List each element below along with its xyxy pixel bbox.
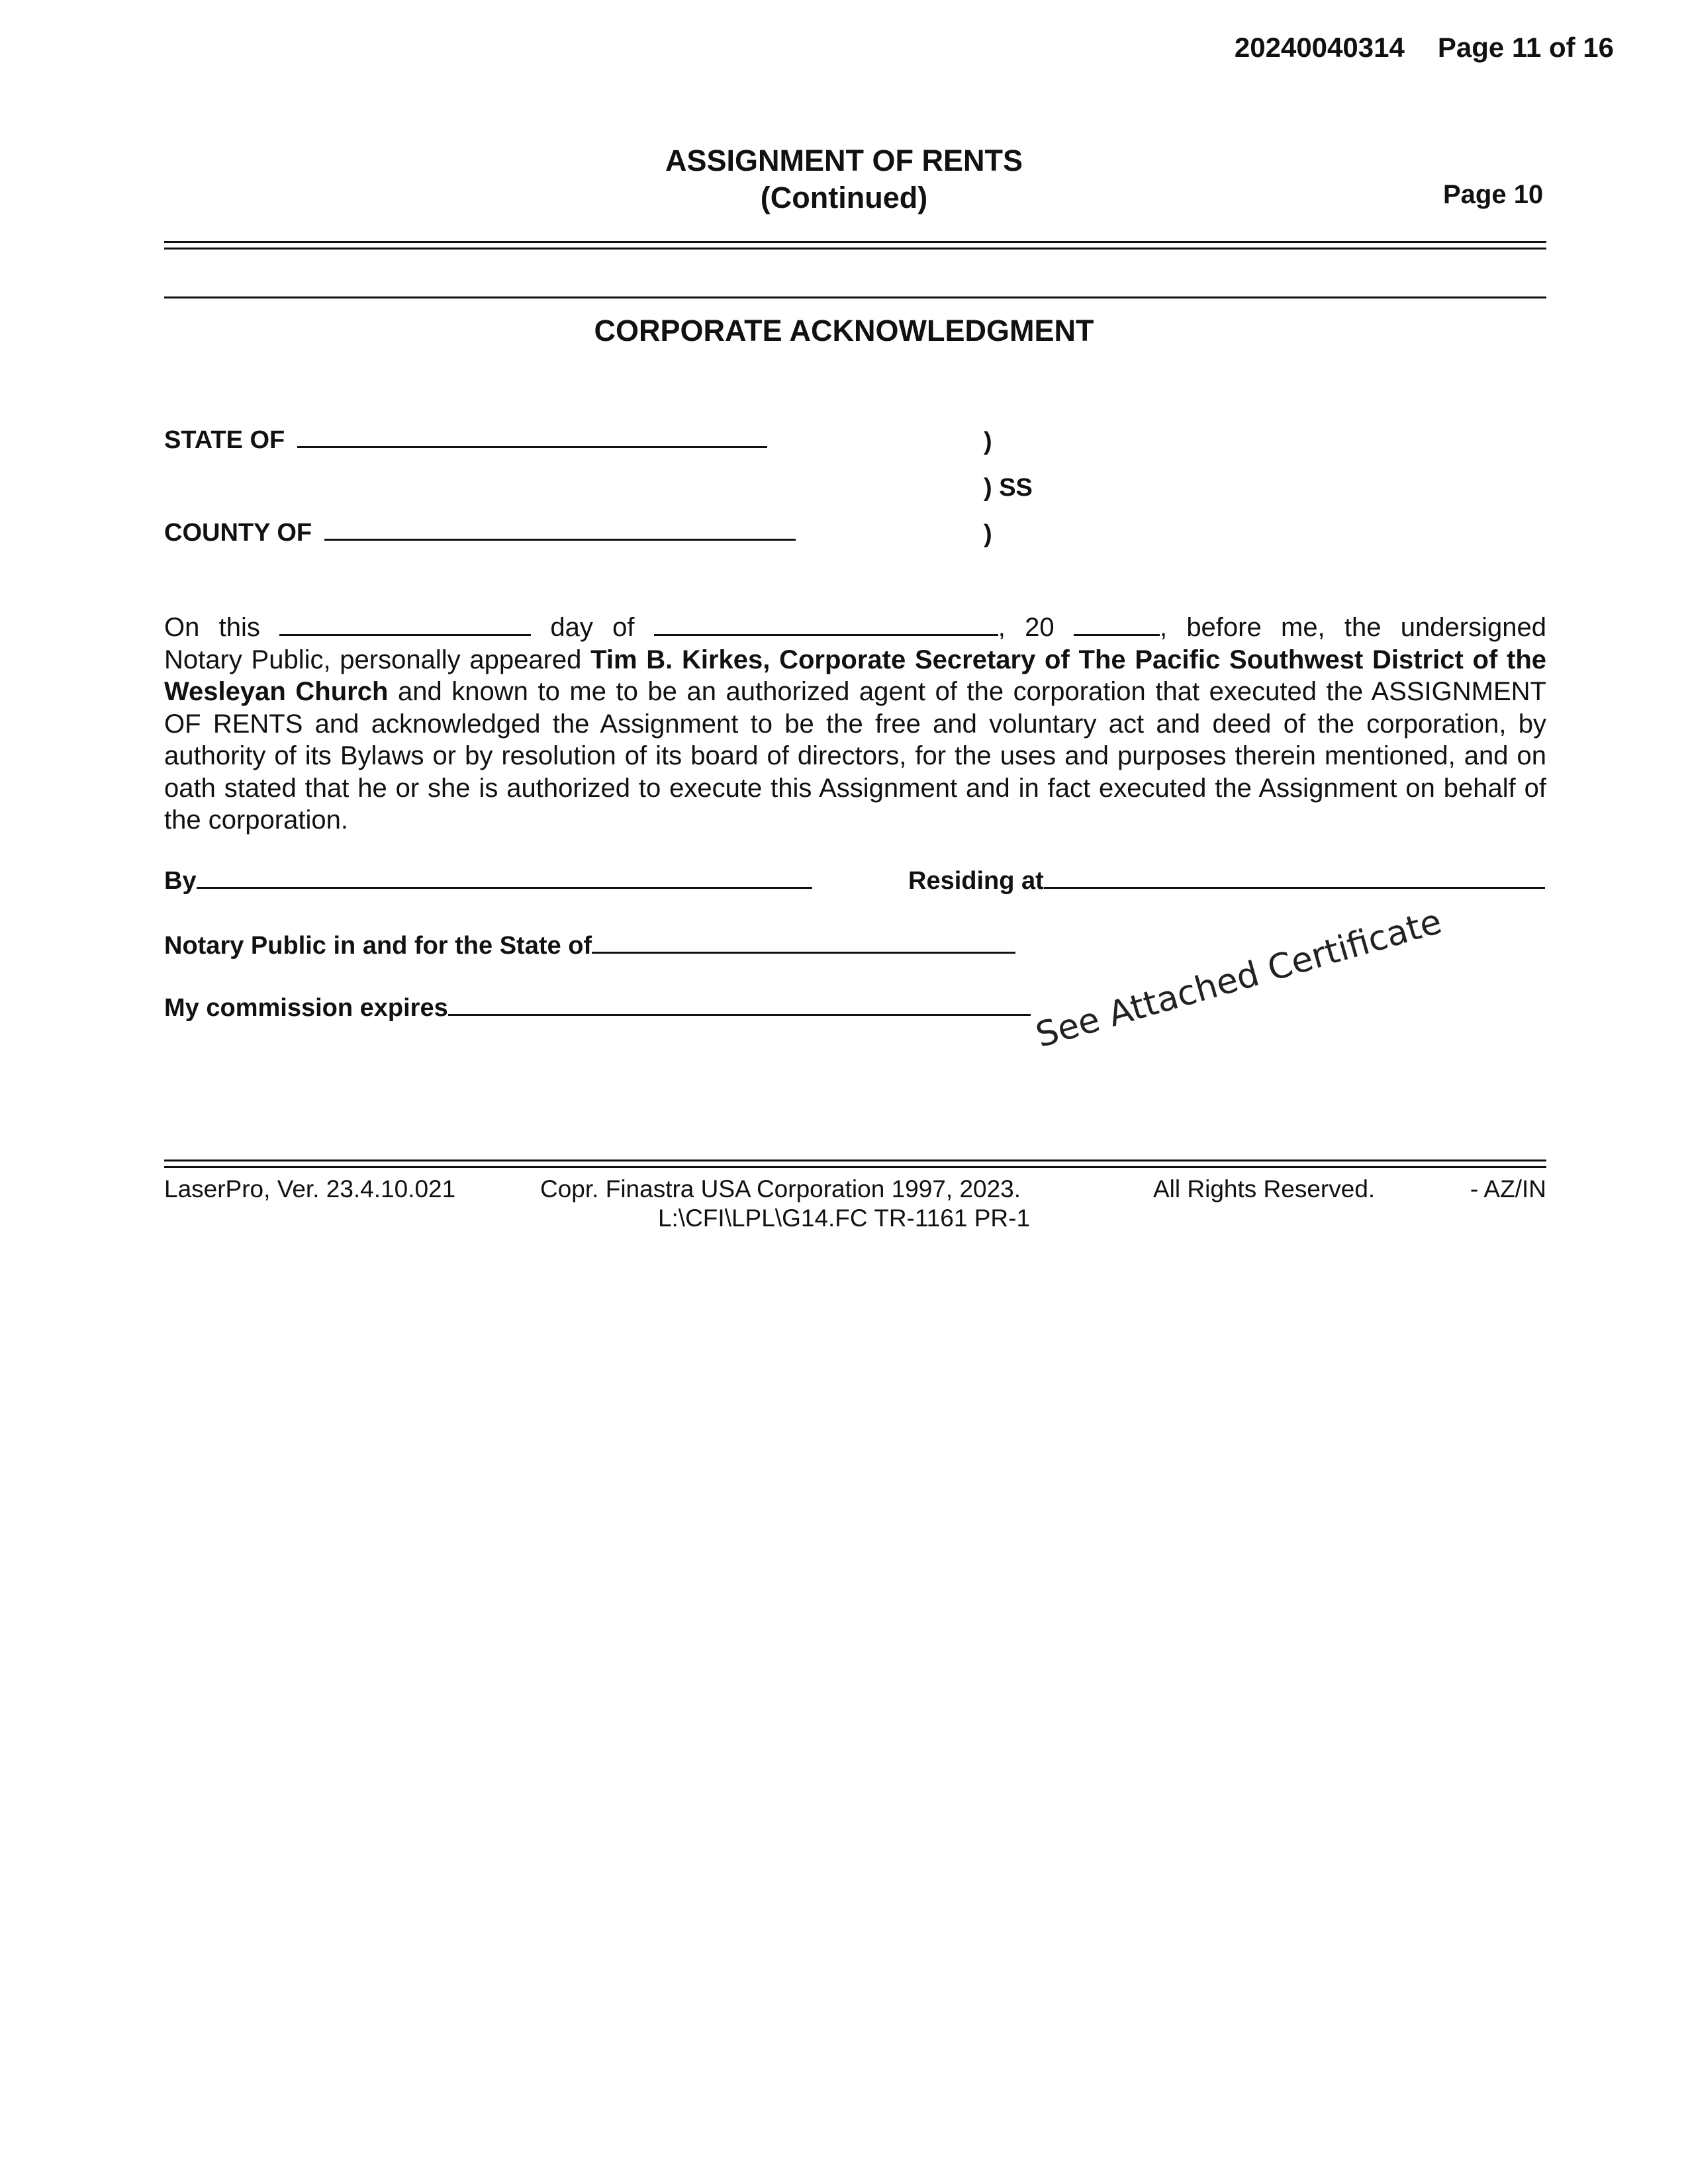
day-blank[interactable] [279, 614, 531, 636]
state-field [164, 426, 767, 455]
state-label: STATE OF [164, 426, 285, 454]
paren-1: ) [984, 428, 992, 455]
footer-rights: All Rights Reserved. [1153, 1175, 1376, 1203]
attached-certificate-stamp: See Attached Certificate [1031, 901, 1446, 1056]
by-field [164, 867, 812, 895]
residing-field [908, 867, 1545, 895]
footer-software: LaserPro, Ver. 23.4.10.021 [164, 1175, 456, 1203]
notary-state-label: Notary Public in and for the State of [164, 932, 592, 960]
header-rule-bottom [164, 248, 1546, 250]
before-me-text: , before me, the undersigned [1159, 613, 1546, 642]
paragraph-rest: and known to me to be an authorized agent of the corporation that executed the ASSIGNMENT OF RENTS and acknowledged the Assignment to be the free and voluntary act and deed of the corporation, by authority of its Bylaws or by resolution of its board of directors, for the uses and purposes therein mentioned, and on oath stated that he or she is authorized to execute this Assignment and in fact executed the Assignment on behalf of the corporation. [164, 677, 1546, 835]
year-blank[interactable] [1074, 614, 1160, 636]
paren-3: ) [984, 520, 992, 548]
footer-rule-bottom [164, 1166, 1546, 1168]
county-field [164, 519, 796, 547]
recording-number: 20240040314 [1234, 32, 1405, 63]
acknowledgment-paragraph [164, 612, 1546, 837]
document-title: ASSIGNMENT OF RENTS [665, 144, 1023, 177]
commission-label: My commission expires [164, 994, 448, 1022]
paren-ss: ) SS [984, 474, 1033, 502]
paragraph-first-line [164, 612, 1546, 644]
on-this-text: On this [164, 613, 260, 642]
notary-state-blank[interactable] [592, 932, 1015, 954]
page-of-count: Page 11 of 16 [1437, 32, 1614, 63]
footer-copyright: Copr. Finastra USA Corporation 1997, 2023. [540, 1175, 1021, 1203]
document-title-block [0, 142, 1688, 216]
residing-blank[interactable] [1044, 867, 1545, 889]
notary-state-field [164, 932, 1015, 960]
section-rule [164, 296, 1546, 298]
county-label: COUNTY OF [164, 519, 312, 547]
commission-blank[interactable] [448, 994, 1031, 1016]
paragraph-body [164, 644, 1546, 837]
page-label: Page 10 [1443, 180, 1544, 209]
document-subtitle: (Continued) [760, 181, 928, 214]
recording-header [1235, 32, 1614, 64]
comma-20-text: , 20 [998, 613, 1055, 642]
month-blank[interactable] [654, 614, 998, 636]
header-rule-top [164, 241, 1546, 243]
footer-path: L:\CFI\LPL\G14.FC TR-1161 PR-1 [657, 1205, 1031, 1232]
footer-state-code: - AZ/IN [1470, 1175, 1546, 1203]
footer-rule-top [164, 1160, 1546, 1161]
section-title: CORPORATE ACKNOWLEDGMENT [594, 314, 1094, 347]
county-blank[interactable] [324, 519, 796, 541]
day-of-text: day of [550, 613, 635, 642]
residing-label: Residing at [908, 867, 1044, 895]
by-blank[interactable] [197, 867, 812, 889]
commission-field [164, 994, 1031, 1023]
state-blank[interactable] [297, 426, 767, 448]
notary-text: Notary Public, personally appeared [164, 645, 582, 674]
by-label: By [164, 867, 197, 895]
signer-name: Tim B. Kirkes, Corporate Secretary of The Pacific Southwest District of the Wesleyan Church [164, 645, 1546, 706]
